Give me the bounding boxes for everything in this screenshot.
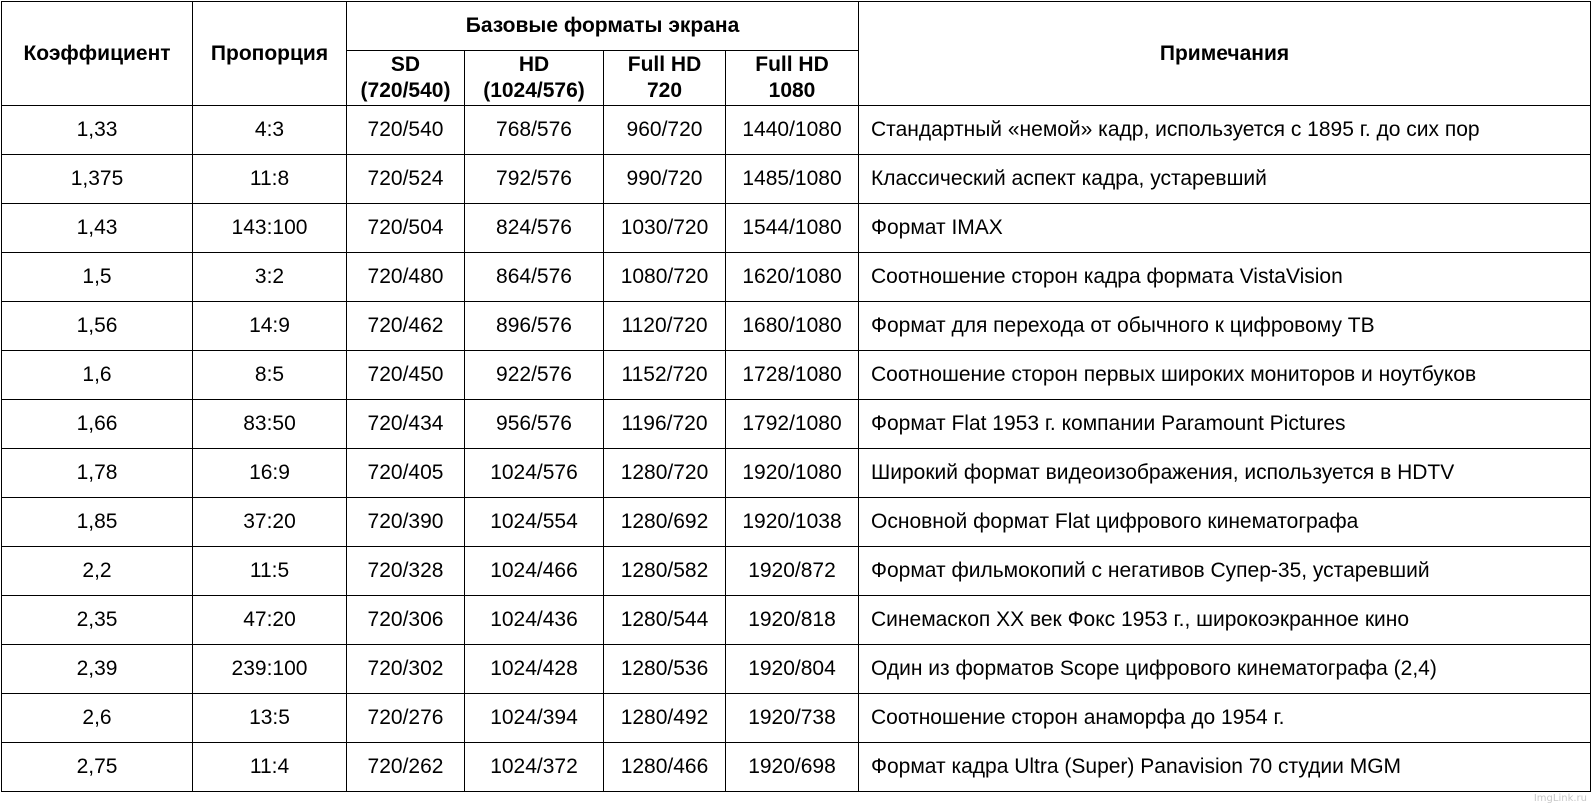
cell-note: Формат Flat 1953 г. компании Paramount Pictures (859, 400, 1591, 449)
cell-fullhd-1080: 1728/1080 (726, 351, 859, 400)
cell-note: Основной формат Flat цифрового кинематографа (859, 498, 1591, 547)
cell-hd: 1024/436 (465, 596, 604, 645)
cell-fullhd-720: 1120/720 (604, 302, 726, 351)
cell-sd: 720/276 (347, 694, 465, 743)
cell-note: Формат фильмокопий с негативов Супер-35, устаревший (859, 547, 1591, 596)
cell-hd: 864/576 (465, 253, 604, 302)
table-row (2, 547, 1591, 596)
cell-fullhd-720: 1280/536 (604, 645, 726, 694)
watermark: ImgLink.ru (1533, 793, 1587, 804)
subheader-fullhd-1080 (726, 51, 859, 106)
cell-proportion: 11:8 (193, 155, 347, 204)
cell-sd: 720/390 (347, 498, 465, 547)
cell-fullhd-1080: 1920/1080 (726, 449, 859, 498)
table-row (2, 351, 1591, 400)
cell-note: Формат IMAX (859, 204, 1591, 253)
cell-note: Синемаскоп XX век Фокс 1953 г., широкоэкранное кино (859, 596, 1591, 645)
table-body (2, 106, 1591, 792)
cell-proportion: 11:5 (193, 547, 347, 596)
cell-proportion: 14:9 (193, 302, 347, 351)
cell-sd: 720/306 (347, 596, 465, 645)
cell-sd: 720/450 (347, 351, 465, 400)
cell-note: Формат кадра Ultra (Super) Panavision 70 студии MGM (859, 743, 1591, 792)
table-row (2, 694, 1591, 743)
subheader-fullhd-720-line1: Full HD (627, 53, 702, 76)
cell-hd: 768/576 (465, 106, 604, 155)
cell-fullhd-720: 1196/720 (604, 400, 726, 449)
cell-coefficient: 1,43 (2, 204, 193, 253)
cell-fullhd-720: 1280/544 (604, 596, 726, 645)
subheader-sd (347, 51, 465, 106)
cell-coefficient: 1,85 (2, 498, 193, 547)
cell-hd: 1024/554 (465, 498, 604, 547)
cell-sd: 720/540 (347, 106, 465, 155)
cell-coefficient: 1,66 (2, 400, 193, 449)
subheader-fullhd-1080-line1: Full HD (755, 53, 829, 76)
cell-fullhd-1080: 1920/804 (726, 645, 859, 694)
cell-hd: 792/576 (465, 155, 604, 204)
subheader-sd-line1: SD (390, 53, 421, 76)
cell-coefficient: 1,6 (2, 351, 193, 400)
cell-sd: 720/328 (347, 547, 465, 596)
cell-note: Соотношение сторон кадра формата VistaVision (859, 253, 1591, 302)
header-row (2, 2, 1591, 51)
cell-note: Стандартный «немой» кадр, используется с 1895 г. до сих пор (859, 106, 1591, 155)
cell-proportion: 47:20 (193, 596, 347, 645)
cell-coefficient: 2,6 (2, 694, 193, 743)
header-base-formats: Базовые форматы экрана (347, 2, 859, 51)
table-row (2, 155, 1591, 204)
cell-sd: 720/434 (347, 400, 465, 449)
cell-fullhd-1080: 1680/1080 (726, 302, 859, 351)
cell-fullhd-1080: 1544/1080 (726, 204, 859, 253)
cell-proportion: 4:3 (193, 106, 347, 155)
cell-proportion: 37:20 (193, 498, 347, 547)
subheader-fullhd-720-line2: 720 (646, 79, 683, 102)
cell-sd: 720/480 (347, 253, 465, 302)
subheader-hd-line2: (1024/576) (483, 79, 585, 102)
subheader-hd-line1: HD (518, 53, 550, 76)
cell-sd: 720/405 (347, 449, 465, 498)
cell-fullhd-1080: 1920/1038 (726, 498, 859, 547)
cell-coefficient: 2,35 (2, 596, 193, 645)
subheader-fullhd-1080-line2: 1080 (768, 79, 816, 102)
cell-fullhd-1080: 1920/738 (726, 694, 859, 743)
table-row (2, 596, 1591, 645)
cell-fullhd-720: 1280/466 (604, 743, 726, 792)
cell-note: Широкий формат видеоизображения, используется в HDTV (859, 449, 1591, 498)
cell-note: Один из форматов Scope цифрового кинематографа (2,4) (859, 645, 1591, 694)
cell-coefficient: 1,375 (2, 155, 193, 204)
cell-fullhd-1080: 1485/1080 (726, 155, 859, 204)
subheader-fullhd-720 (604, 51, 726, 106)
cell-proportion: 11:4 (193, 743, 347, 792)
cell-hd: 824/576 (465, 204, 604, 253)
cell-sd: 720/504 (347, 204, 465, 253)
cell-fullhd-720: 1280/720 (604, 449, 726, 498)
cell-coefficient: 2,39 (2, 645, 193, 694)
table-row (2, 400, 1591, 449)
cell-coefficient: 1,56 (2, 302, 193, 351)
cell-note: Соотношение сторон первых широких мониторов и ноутбуков (859, 351, 1591, 400)
header-proportion: Пропорция (193, 2, 347, 106)
subheader-hd (465, 51, 604, 106)
cell-proportion: 8:5 (193, 351, 347, 400)
cell-sd: 720/524 (347, 155, 465, 204)
cell-note: Формат для перехода от обычного к цифровому ТВ (859, 302, 1591, 351)
cell-proportion: 239:100 (193, 645, 347, 694)
header-notes: Примечания (859, 2, 1591, 106)
cell-hd: 1024/466 (465, 547, 604, 596)
cell-fullhd-720: 990/720 (604, 155, 726, 204)
cell-sd: 720/262 (347, 743, 465, 792)
cell-fullhd-1080: 1792/1080 (726, 400, 859, 449)
cell-proportion: 13:5 (193, 694, 347, 743)
cell-hd: 922/576 (465, 351, 604, 400)
table-row (2, 645, 1591, 694)
cell-fullhd-720: 960/720 (604, 106, 726, 155)
cell-fullhd-720: 1280/692 (604, 498, 726, 547)
cell-proportion: 143:100 (193, 204, 347, 253)
cell-coefficient: 2,2 (2, 547, 193, 596)
cell-coefficient: 1,78 (2, 449, 193, 498)
cell-proportion: 3:2 (193, 253, 347, 302)
table-row (2, 498, 1591, 547)
cell-fullhd-1080: 1440/1080 (726, 106, 859, 155)
cell-note: Классический аспект кадра, устаревший (859, 155, 1591, 204)
table-row (2, 204, 1591, 253)
header-coefficient: Коэффициент (2, 2, 193, 106)
cell-sd: 720/302 (347, 645, 465, 694)
cell-fullhd-1080: 1920/818 (726, 596, 859, 645)
cell-fullhd-720: 1080/720 (604, 253, 726, 302)
cell-fullhd-1080: 1920/872 (726, 547, 859, 596)
cell-coefficient: 1,5 (2, 253, 193, 302)
cell-hd: 956/576 (465, 400, 604, 449)
cell-proportion: 16:9 (193, 449, 347, 498)
cell-hd: 896/576 (465, 302, 604, 351)
cell-hd: 1024/576 (465, 449, 604, 498)
aspect-ratio-table (1, 1, 1591, 792)
cell-hd: 1024/394 (465, 694, 604, 743)
cell-fullhd-1080: 1920/698 (726, 743, 859, 792)
cell-hd: 1024/372 (465, 743, 604, 792)
cell-fullhd-720: 1152/720 (604, 351, 726, 400)
table-row (2, 743, 1591, 792)
cell-hd: 1024/428 (465, 645, 604, 694)
table-row (2, 106, 1591, 155)
cell-coefficient: 2,75 (2, 743, 193, 792)
cell-proportion: 83:50 (193, 400, 347, 449)
cell-coefficient: 1,33 (2, 106, 193, 155)
cell-sd: 720/462 (347, 302, 465, 351)
table-row (2, 449, 1591, 498)
cell-fullhd-720: 1280/492 (604, 694, 726, 743)
cell-note: Соотношение сторон анаморфа до 1954 г. (859, 694, 1591, 743)
cell-fullhd-720: 1280/582 (604, 547, 726, 596)
subheader-sd-line2: (720/540) (360, 79, 451, 102)
table-row (2, 302, 1591, 351)
cell-fullhd-720: 1030/720 (604, 204, 726, 253)
table-row (2, 253, 1591, 302)
cell-fullhd-1080: 1620/1080 (726, 253, 859, 302)
